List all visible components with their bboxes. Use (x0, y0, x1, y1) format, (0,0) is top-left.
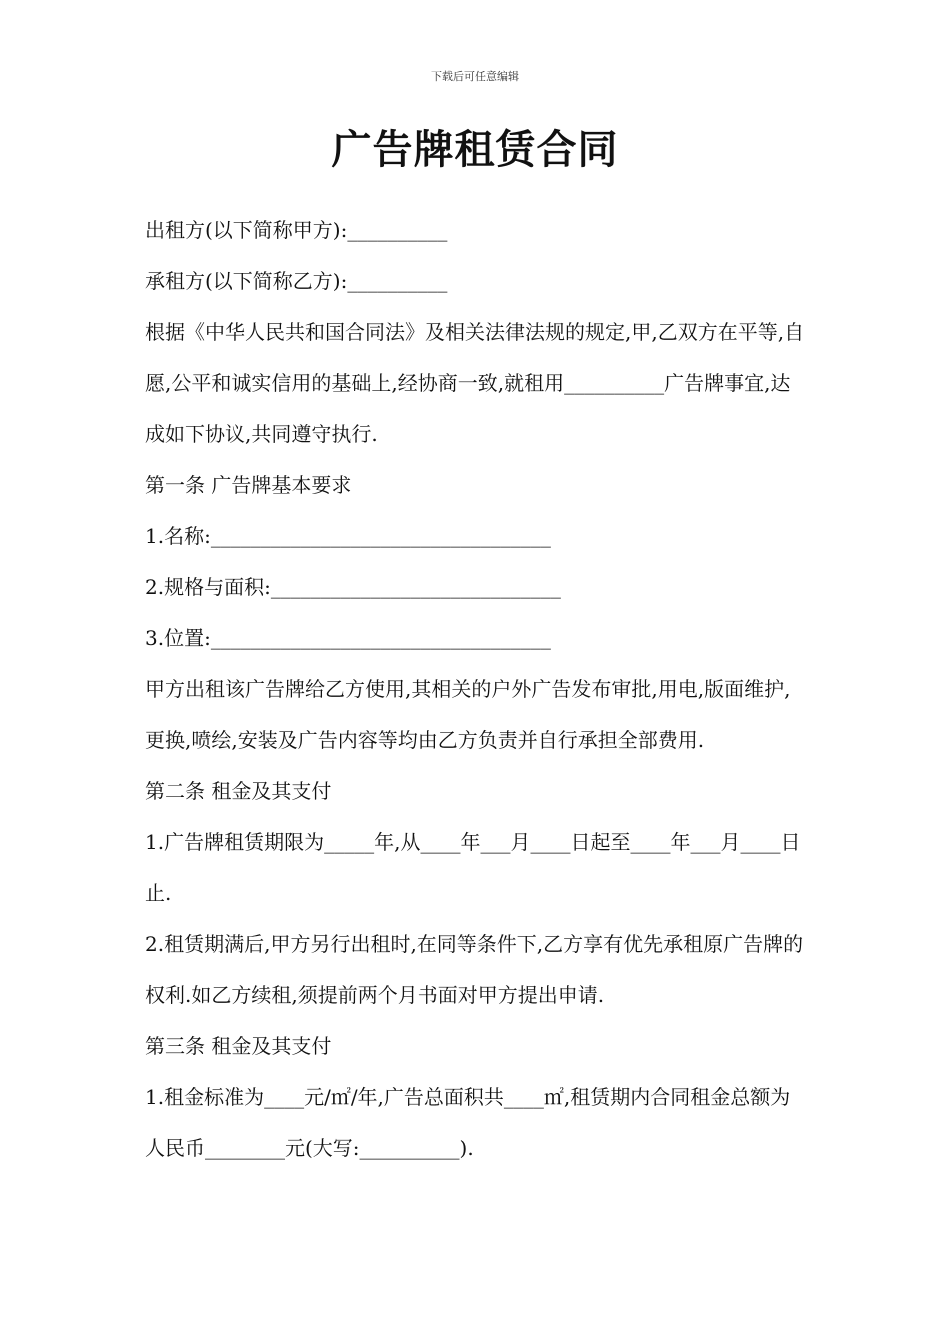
lessor-line: 出租方(以下简称甲方):__________ (145, 218, 448, 242)
contract-body (145, 205, 810, 1174)
header-note: 下载后可任意编辑 (431, 70, 519, 83)
article-2-item-1: 1.广告牌租赁期限为_____年,从____年___月____日起至____年___月____日止. (145, 830, 801, 905)
preamble-paragraph: 根据《中华人民共和国合同法》及相关法律法规的规定,甲,乙双方在平等,自愿,公平和诚实信用的基础上,经协商一致,就租用__________广告牌事宜,达成如下协议,共同遵守执行. (145, 320, 805, 446)
article-1-heading: 第一条 广告牌基本要求 (145, 473, 352, 497)
article-1-item-spec: 2.规格与面积:_____________________________ (145, 575, 561, 599)
article-1-paragraph: 甲方出租该广告牌给乙方使用,其相关的户外广告发布审批,用电,版面维护,更换,喷绘,安装及广告内容等均由乙方负责并自行承担全部费用. (145, 677, 791, 752)
article-3-item-1: 1.租金标准为____元/㎡/年,广告总面积共____㎡,租赁期内合同租金总额为人民币________元(大写:__________). (145, 1085, 791, 1160)
article-3-heading: 第三条 租金及其支付 (145, 1034, 332, 1058)
article-1-item-location: 3.位置:__________________________________ (145, 626, 551, 650)
document-title: 广告牌租赁合同 (331, 127, 619, 173)
article-2-heading: 第二条 租金及其支付 (145, 779, 332, 803)
article-1-item-name: 1.名称:__________________________________ (145, 524, 551, 548)
lessee-line: 承租方(以下简称乙方):__________ (145, 269, 448, 293)
article-2-item-2: 2.租赁期满后,甲方另行出租时,在同等条件下,乙方享有优先承租原广告牌的权利.如乙方续租,须提前两个月书面对甲方提出申请. (145, 932, 804, 1007)
